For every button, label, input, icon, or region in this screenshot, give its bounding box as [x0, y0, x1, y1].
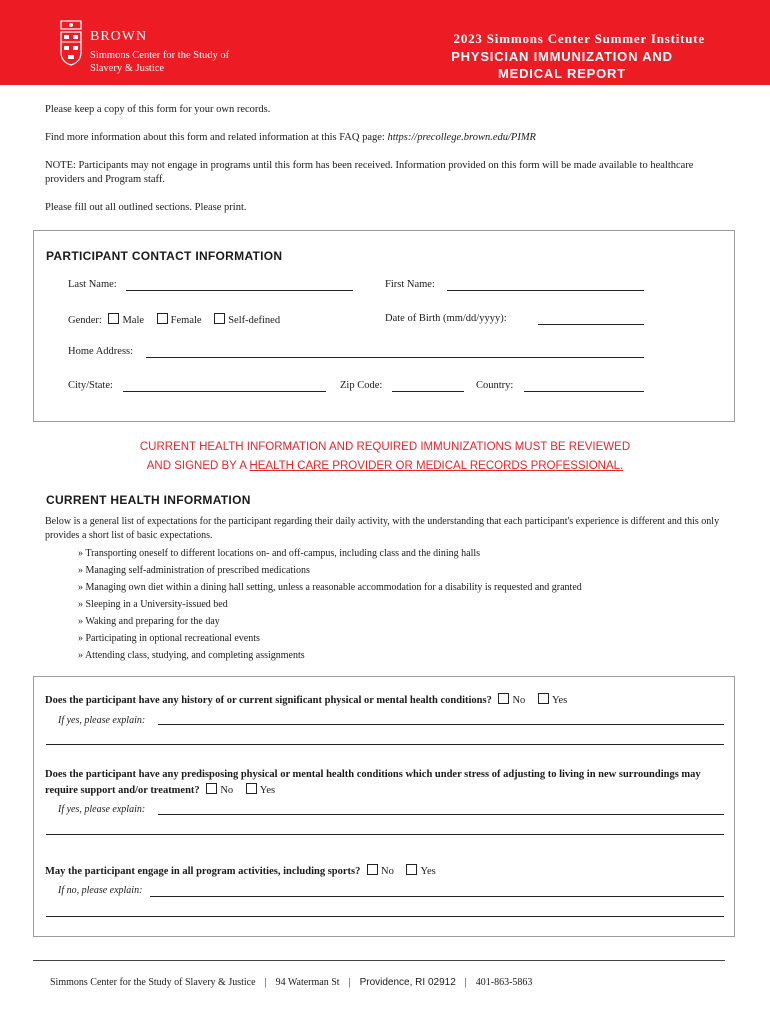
notice-line-2: [85, 457, 685, 476]
q2-explain-field[interactable]: [158, 814, 724, 815]
country-field[interactable]: [524, 391, 644, 392]
q1-explain-field-2[interactable]: [46, 744, 724, 745]
faq-link[interactable]: https://precollege.brown.edu/PIMR: [387, 132, 536, 143]
q2-explain-label: If yes, please explain:: [58, 804, 146, 815]
intro-note: NOTE: Participants may not engage in programs until this form has been received. Information provided on this form will be made available to healthcare providers and Program staff.: [45, 160, 694, 185]
brown-shield-logo-icon: [60, 20, 82, 66]
q1-no-label: No: [512, 695, 526, 706]
country-label: Country:: [476, 380, 514, 391]
footer-city: Providence, RI 02912: [359, 977, 456, 988]
q3-explain-field-2[interactable]: [46, 916, 724, 917]
dob-label: Date of Birth (mm/dd/yyyy):: [385, 313, 507, 324]
intro-instructions: Please fill out all outlined sections. Please print.: [45, 202, 247, 213]
footer-phone: 401-863-5863: [475, 977, 533, 988]
center-name: Simmons Center for the Study of Slavery & Justice: [90, 50, 230, 74]
list-item: » Managing self-administration of prescribed medications: [78, 562, 582, 579]
last-name-field[interactable]: [126, 290, 353, 291]
faq-text: Find more information about this form and related information at this FAQ page:: [45, 132, 388, 143]
q3-yes-checkbox[interactable]: [406, 864, 417, 875]
dob-field[interactable]: [538, 324, 644, 325]
notice-line-2-prefix: AND SIGNED BY A: [146, 460, 250, 472]
q3-yes-label: Yes: [420, 866, 436, 877]
expectations-list: [78, 545, 582, 664]
page-header: [0, 0, 770, 85]
list-item: » Participating in optional recreational events: [78, 630, 582, 647]
q2-yes-label: Yes: [259, 785, 276, 796]
footer-street: 94 Waterman St: [275, 977, 340, 988]
q1-yes-checkbox[interactable]: [538, 693, 549, 704]
list-item: » Managing own diet within a dining hall setting, unless a reasonable accommodation for a disability is requested and granted: [78, 579, 582, 596]
list-item: » Transporting oneself to different locations on- and off-campus, including class and the dining halls: [78, 545, 582, 562]
gender-male-checkbox[interactable]: [108, 313, 119, 324]
q1-explain-label: If yes, please explain:: [58, 715, 146, 726]
first-name-field[interactable]: [447, 290, 644, 291]
zip-label: Zip Code:: [340, 380, 383, 391]
form-title: PHYSICIAN IMMUNIZATION AND MEDICAL REPORT: [451, 49, 673, 81]
footer: Simmons Center for the Study of Slavery & Justice | 94 Waterman St | Providence, RI 02912 | 401-863-5863: [50, 977, 533, 988]
city-state-field[interactable]: [123, 391, 326, 392]
gender-group: [68, 313, 280, 326]
gender-label: Gender:: [68, 315, 102, 326]
review-notice: [85, 438, 685, 476]
q2-no-checkbox[interactable]: [206, 783, 217, 794]
question-2: [45, 767, 705, 799]
home-address-label: Home Address:: [68, 346, 134, 357]
institute-title: 2023 Simmons Center Summer Institute: [453, 31, 705, 46]
health-heading: CURRENT HEALTH INFORMATION: [46, 493, 251, 507]
q3-no-checkbox[interactable]: [367, 864, 378, 875]
question-1-text: Does the participant have any history of or current significant physical or mental health conditions?: [45, 695, 492, 706]
gender-female-checkbox[interactable]: [157, 313, 168, 324]
footer-org: Simmons Center for the Study of Slavery & Justice: [50, 977, 256, 988]
contact-heading: PARTICIPANT CONTACT INFORMATION: [46, 249, 283, 263]
intro-faq: [45, 131, 725, 145]
q1-explain-field[interactable]: [158, 724, 724, 725]
q1-no-checkbox[interactable]: [498, 693, 509, 704]
gender-female-label: Female: [170, 315, 202, 326]
q3-explain-field[interactable]: [150, 896, 724, 897]
question-2-text: Does the participant have any predisposing physical or mental health conditions which under stress of adjusting to living in new surroundings may require support and/or treatment?: [45, 769, 701, 796]
notice-provider-emphasis: HEALTH CARE PROVIDER OR MEDICAL RECORDS PROFESSIONAL.: [249, 460, 624, 472]
q2-yes-checkbox[interactable]: [246, 783, 257, 794]
list-item: » Waking and preparing for the day: [78, 613, 582, 630]
footer-divider: [33, 960, 725, 961]
list-item: » Attending class, studying, and completing assignments: [78, 647, 582, 664]
brand-name: BROWN: [90, 29, 148, 44]
list-item: » Sleeping in a University-issued bed: [78, 596, 582, 613]
zip-field[interactable]: [392, 391, 464, 392]
question-3: [45, 864, 705, 880]
question-1: [45, 693, 705, 709]
q1-yes-label: Yes: [551, 695, 568, 706]
gender-self-defined-checkbox[interactable]: [214, 313, 225, 324]
first-name-label: First Name:: [385, 279, 435, 290]
home-address-field[interactable]: [146, 357, 644, 358]
q3-no-label: No: [381, 866, 394, 877]
intro-keep-copy: Please keep a copy of this form for your own records.: [45, 104, 271, 115]
city-state-label: City/State:: [68, 380, 113, 391]
q2-explain-field-2[interactable]: [46, 834, 724, 835]
q3-explain-label: If no, please explain:: [58, 885, 143, 896]
question-3-text: May the participant engage in all program activities, including sports?: [45, 866, 361, 877]
last-name-label: Last Name:: [68, 279, 117, 290]
gender-self-defined-label: Self-defined: [228, 315, 281, 326]
gender-male-label: Male: [122, 315, 145, 326]
q2-no-label: No: [220, 785, 234, 796]
health-description: Below is a general list of expectations for the participant regarding their daily activity, with the understanding that each participant's experience is different and this only provides a short list of basic expectations.: [45, 516, 720, 541]
notice-line-1: CURRENT HEALTH INFORMATION AND REQUIRED IMMUNIZATIONS MUST BE REVIEWED: [139, 441, 631, 453]
